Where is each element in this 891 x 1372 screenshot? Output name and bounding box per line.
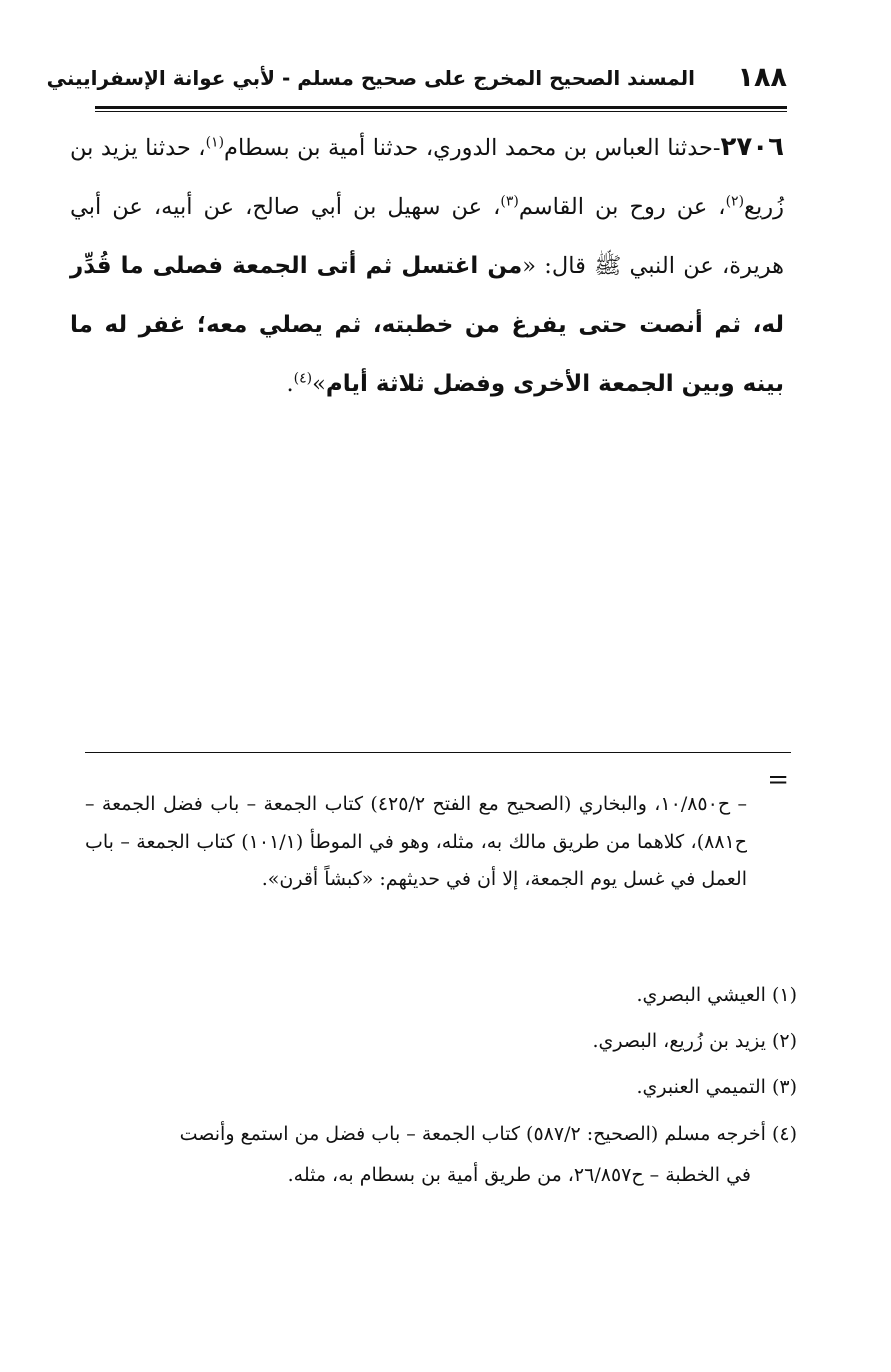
hadith-matn: من اغتسل ثم أتى الجمعة فصلى ما قُدِّر له، ثم أنصت حتى يفرغ من خطبته، ثم يصلي معه؛ غفر له ما بينه وبين الجمعة الأخرى وفضل ثلاثة أيام [70, 253, 784, 397]
footnote-number: (٤) [771, 1123, 797, 1145]
footnote-text: يزيد بن زُريع، البصري. [592, 1030, 766, 1052]
footnote-text: أخرجه مسلم (الصحيح: ٥٨٧/٢) كتاب الجمعة – باب فضل من استمع وأنصت [179, 1123, 766, 1145]
footnote-ref-2[interactable]: (٢) [725, 193, 745, 210]
footnote-continuation: – ح١٠/٨٥٠، والبخاري (الصحيح مع الفتح ٤٢٥/٢) كتاب الجمعة – باب فضل الجمعة – ح٨٨١)، كلاهما من طريق مالك به، مثله، وهو في الموطأ (١٠١/١) كتاب الجمعة – باب العمل في غسل يوم الجمعة، إلا أن في حديثهم: «كبشاً أقرن». [85, 793, 747, 890]
footnote-ref-3[interactable]: (٣) [500, 193, 519, 210]
hadith-number: ٢٧٠٦ [720, 132, 785, 162]
isnad-part-4: ، عن سهيل بن أبي صالح، عن أبيه، عن أبي هريرة، عن النبي ﷺ قال: « [70, 194, 784, 279]
sentence-end: . [286, 371, 294, 397]
footnote-ref-1[interactable]: (١) [205, 134, 225, 151]
footnote-ref-4[interactable]: (٤) [293, 370, 313, 387]
footnote-text: التميمي العنبري. [636, 1076, 766, 1098]
footnote-continued-mark: = [767, 765, 789, 795]
running-title: المسند الصحيح المخرج على صحيح مسلم - لأبي عوانة الإسفراييني [46, 66, 695, 90]
isnad-part-1: -حدثنا العباس بن محمد الدوري، حدثنا أمية بن بسطام [224, 135, 721, 161]
page-number: ١٨٨ [737, 62, 787, 93]
isnad-part-2: ، حدثنا يزيد بن زُريع [70, 135, 784, 220]
footnote-1 [85, 975, 797, 1016]
footnote-2 [85, 1021, 797, 1062]
quote-close: » [312, 371, 326, 397]
footnote-number: (٣) [771, 1076, 797, 1098]
footnote-number: (٢) [771, 1030, 797, 1052]
footnote-separator [85, 752, 791, 753]
footnote-4 [85, 1114, 797, 1196]
header-rule-thin [95, 111, 787, 112]
page-header [46, 62, 787, 106]
isnad-part-3: ، عن روح بن القاسم [518, 194, 726, 220]
header-rule-thick [95, 106, 787, 109]
hadith-text [70, 118, 784, 414]
footnote-number: (١) [771, 984, 797, 1006]
footnote-text: العيشي البصري. [636, 984, 766, 1006]
footnote-3 [85, 1067, 797, 1108]
footnote-text-line-2: في الخطبة – ح٢٦/٨٥٧، من طريق أمية بن بسطام به، مثله. [287, 1164, 751, 1186]
